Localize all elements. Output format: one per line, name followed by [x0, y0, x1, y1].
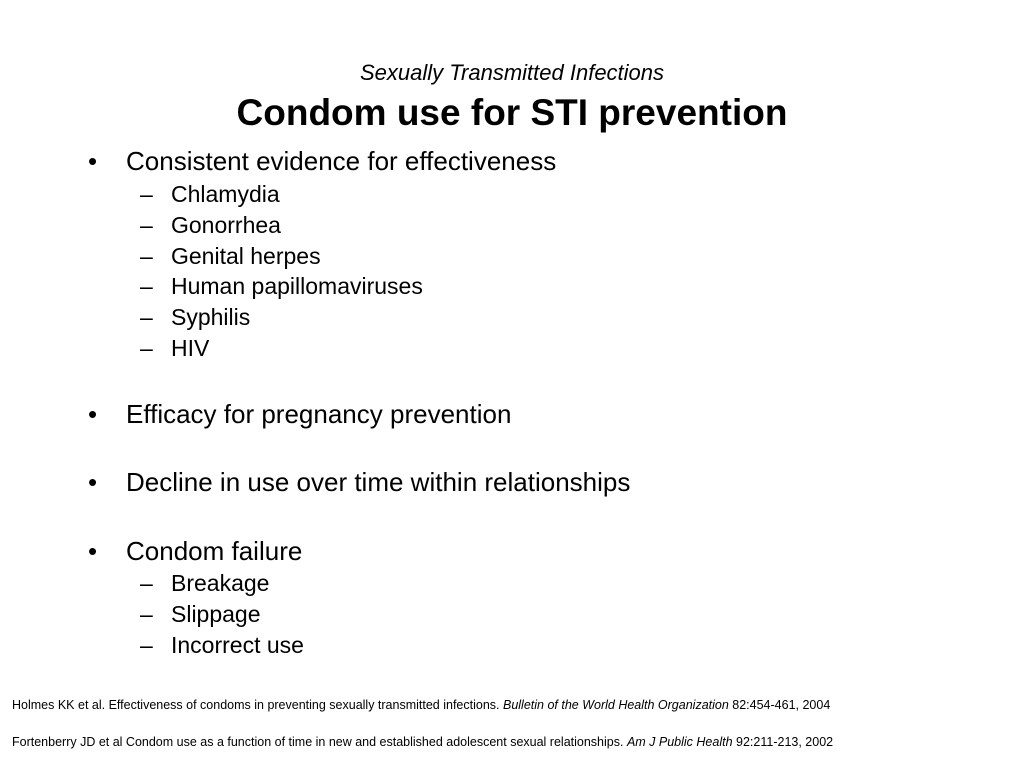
bullet-text: Efficacy for pregnancy prevention — [126, 399, 512, 429]
sub-item — [140, 631, 304, 659]
reference-journal: Bulletin of the World Health Organization — [502, 698, 729, 712]
sub-item — [140, 242, 321, 270]
bullet-text: Decline in use over time within relationships — [126, 467, 631, 497]
bullet-item — [84, 398, 511, 430]
bullet-text: Consistent evidence for effectiveness — [126, 146, 557, 176]
dash-marker: – — [140, 335, 153, 361]
slide-title: Condom use for STI prevention — [236, 92, 788, 133]
slide-subtitle: Sexually Transmitted Infections — [359, 60, 665, 85]
reference-text: Holmes KK et al. Effectiveness of condoms in preventing sexually transmitted infections. — [12, 698, 503, 712]
dash-marker: – — [140, 181, 153, 207]
bullet-marker: • — [88, 536, 98, 566]
bullet-text: Condom failure — [126, 536, 303, 566]
dash-marker: – — [140, 632, 153, 658]
sub-item-text: HIV — [171, 335, 210, 361]
sub-item-text: Genital herpes — [171, 243, 321, 269]
sub-item-text: Human papillomaviruses — [171, 273, 423, 299]
sub-item — [140, 211, 281, 239]
reference-journal: Am J Public Health — [626, 735, 733, 749]
dash-marker: – — [140, 601, 153, 627]
sub-item-text: Incorrect use — [171, 632, 304, 658]
dash-marker: – — [140, 243, 153, 269]
bullet-marker: • — [88, 146, 98, 176]
bullet-item — [84, 535, 302, 567]
dash-marker: – — [140, 273, 153, 299]
bullet-marker: • — [88, 399, 98, 429]
dash-marker: – — [140, 304, 153, 330]
sub-item-text: Chlamydia — [171, 181, 280, 207]
sub-item — [140, 569, 269, 597]
sub-item — [140, 334, 209, 362]
bullet-item — [84, 145, 556, 177]
sub-item — [140, 272, 423, 300]
reference-details: 92:211-213, 2002 — [732, 735, 834, 749]
bullet-item — [84, 466, 630, 498]
sub-item — [140, 180, 280, 208]
sub-item-text: Gonorrhea — [171, 212, 281, 238]
reference-text: Fortenberry JD et al Condom use as a function of time in new and established adolescent sexual relationships. — [12, 735, 627, 749]
reference-citation — [12, 734, 833, 750]
reference-details: 82:454-461, 2004 — [728, 698, 831, 712]
dash-marker: – — [140, 570, 153, 596]
bullet-marker: • — [88, 467, 98, 497]
sub-item — [140, 600, 261, 628]
sub-item-text: Slippage — [171, 601, 261, 627]
sub-item-text: Syphilis — [171, 304, 251, 330]
sub-item-text: Breakage — [171, 570, 270, 596]
sub-item — [140, 303, 250, 331]
reference-citation — [12, 697, 830, 713]
dash-marker: – — [140, 212, 153, 238]
